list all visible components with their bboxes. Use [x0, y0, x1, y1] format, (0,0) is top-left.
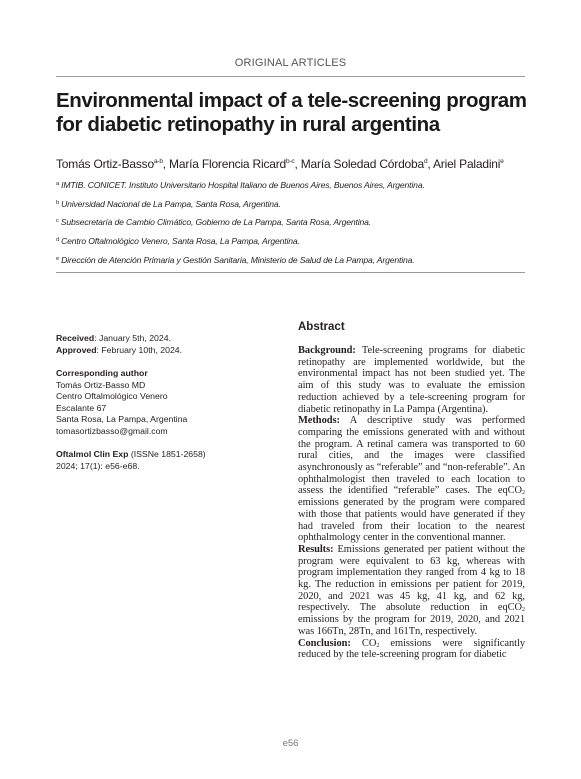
article-info [56, 333, 256, 484]
affiliation-text: Universidad Nacional de La Pampa, Santa Rosa, Argentina. [61, 198, 281, 209]
affiliation [56, 236, 526, 255]
author-name: María Florencia Ricard [169, 157, 287, 171]
received-date [56, 333, 256, 345]
results-text: emissions by the program for 2019, 2020, and 2021 was 166Tn, 28Tn, and 161Tn, respectively. [298, 614, 525, 637]
conclusion-text: CO [350, 637, 377, 649]
affiliation-mark: e [56, 255, 60, 262]
author-separator: , [427, 157, 433, 171]
affiliation [56, 255, 526, 274]
author-name: Ariel Paladini [433, 157, 501, 171]
results-label: Results: [298, 543, 334, 555]
approved-value: : February 10th, 2024. [96, 344, 183, 355]
affiliation-text: IMTIB. CONICET. Instituto Universitario Hospital Italiano de Buenos Aires, Buenos Aires, Argentina. [61, 180, 425, 190]
corresponding-line: Centro Oftalmológico Venero [56, 391, 168, 401]
abstract-heading: Abstract [298, 321, 345, 333]
journal-citation: 2024; 17(1): e56-e68. [56, 460, 140, 471]
section-label: ORIGINAL ARTICLES [234, 57, 347, 69]
affiliation [56, 217, 526, 236]
corresponding-line: Santa Rosa, La Pampa, Argentina [56, 414, 188, 424]
affiliation-mark: d [56, 237, 60, 244]
author-affil-mark: d [423, 158, 428, 165]
methods-label: Methods: [298, 415, 340, 427]
author-name: Tomás Ortiz-Basso [56, 157, 154, 171]
received-label: Received [56, 333, 95, 343]
divider [56, 76, 525, 77]
subscript: 2 [522, 607, 525, 614]
corresponding-line: Tomás Ortiz-Basso MD [56, 379, 146, 390]
author-list [56, 157, 536, 171]
author-affil-mark: b-c [286, 158, 295, 165]
page-number: e56 [282, 738, 299, 749]
dates-block [56, 333, 256, 356]
author-affil-mark: e [500, 158, 504, 165]
conclusion-label: Conclusion: [298, 637, 351, 649]
abstract-methods [298, 415, 525, 544]
methods-text: A descriptive study was performed comparing the emissions generated with and without the program. A retinal camera was transported to 60 rural cities, and the images were classified asynchronously as “referable” and “non-referable”. An ophthalmologist then traveled to each location to assess the identified “referable” cases. The eqCO [298, 415, 525, 497]
results-text: Emissions generated per patient without the program were equivalent to 63 kg, whereas with program implementation they ranged from 4 kg to 18 kg. The reduction in emissions per patient for 2019, 2020, and 2021 was 45 kg, 41 kg, and 62 kg, respectively. The absolute reduction in eqCO [298, 543, 525, 614]
abstract-body [298, 345, 525, 661]
affiliation [56, 199, 526, 218]
background-text: Tele-screening programs for diabetic retinopathy are implemented worldwide, but the environmental impact has not been studied yet. The aim of this study was to evaluate the emission reduction achieved by a tele-screening program for diabetic retinopathy in La Pampa (Argentina). [298, 345, 525, 415]
corresponding-line: Escalante 67 [56, 402, 107, 413]
author-name: María Soledad Córdoba [300, 157, 424, 171]
abstract-results [298, 544, 525, 638]
abstract-conclusion [298, 638, 525, 661]
conclusion-text: emissions were significantly reduced by the tele-screening program for diabetic [298, 637, 525, 661]
methods-text: emissions generated by the program were compared with those that patients would have generated if they had traveled from their location to the nearest ophthalmology center in the conventional manner. [298, 497, 525, 544]
article-title: Environmental impact of a tele-screening program for diabetic retinopathy in rural argentina [56, 89, 527, 136]
subscript: 2 [522, 490, 525, 497]
journal-issn: (ISSNe 1851-2658) [128, 449, 206, 459]
author-separator: , [294, 157, 301, 171]
divider [56, 272, 525, 273]
affiliation-list [56, 180, 526, 273]
affiliation-text: Subsecretaría de Cambio Climático, Gobierno de La Pampa, Santa Rosa, Argentina. [60, 217, 372, 228]
corresponding-author-block [56, 368, 256, 437]
subscript: 2 [376, 642, 380, 649]
affiliation-mark: b [56, 199, 60, 206]
affiliation-text: Centro Oftalmológico Venero, Santa Rosa, La Pampa, Argentina. [61, 236, 300, 247]
affiliation-mark: c [56, 218, 59, 225]
affiliation [56, 180, 526, 199]
corresponding-heading: Corresponding author [56, 368, 148, 378]
affiliation-mark: a [56, 181, 60, 187]
author-affil-mark: a-b [153, 158, 163, 165]
journal-block [56, 449, 256, 472]
journal-name: Oftalmol Clin Exp [56, 449, 129, 459]
received-value: : January 5th, 2024. [94, 333, 171, 343]
author-separator: , [162, 157, 170, 171]
background-label: Background: [298, 345, 356, 356]
approved-date [56, 345, 256, 357]
abstract-background [298, 345, 525, 415]
corresponding-email[interactable]: tomasortizbasso@gmail.com [56, 425, 168, 436]
affiliation-text: Dirección de Atención Primaria y Gestión Sanitaria, Ministerio de Salud de La Pampa, Argentina. [61, 254, 415, 265]
approved-label: Approved [56, 344, 97, 355]
